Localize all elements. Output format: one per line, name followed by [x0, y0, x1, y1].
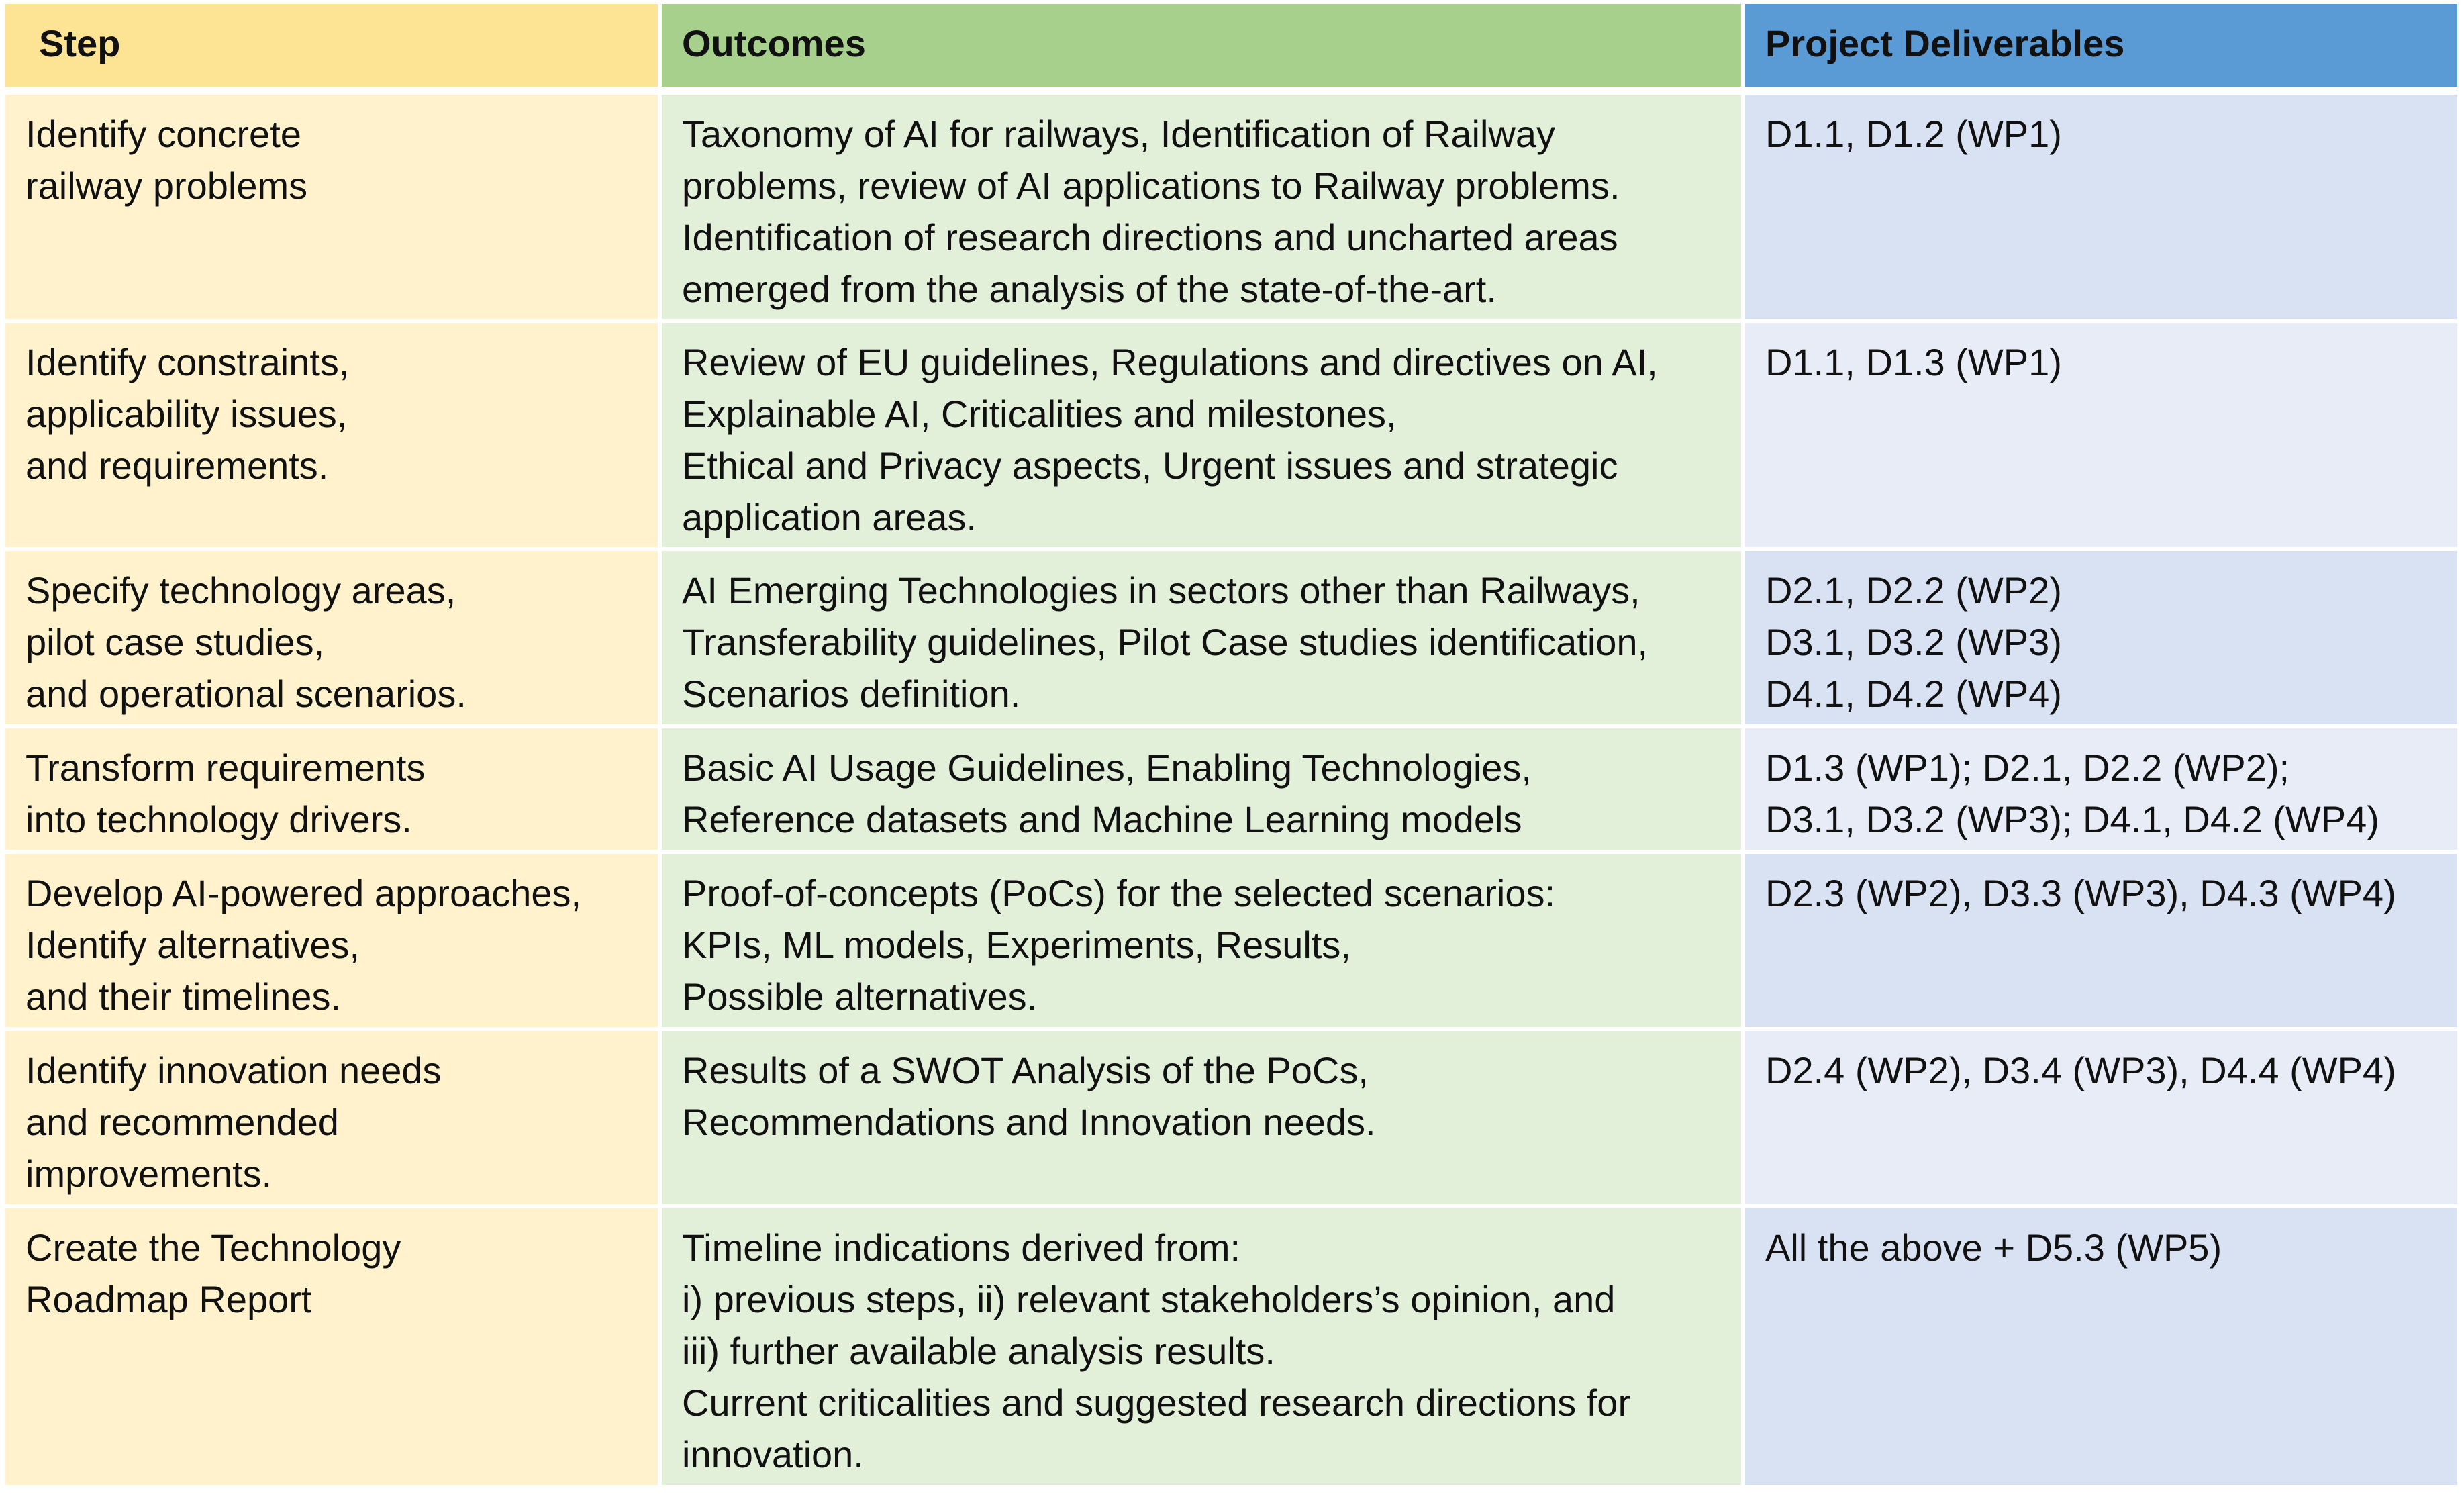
deliverables-text: D2.4 (WP2), D3.4 (WP3), D4.4 (WP4) — [1765, 1049, 2396, 1091]
outcomes-text: Taxonomy of AI for railways, Identification of Railway problems, review of AI applications to Railway problems. Identification of research directions and uncharted areas emerged from the analysis of the state-of-the-art. — [682, 113, 1620, 310]
roadmap-table-container — [5, 4, 2457, 1489]
header-outcomes-label: Outcomes — [682, 22, 866, 64]
deliverables-text: D2.1, D2.2 (WP2) D3.1, D3.2 (WP3) D4.1, D4.2 (WP4) — [1765, 569, 2062, 715]
outcomes-cell — [658, 1208, 1741, 1489]
deliverables-cell — [1741, 323, 2457, 551]
deliverables-cell — [1741, 95, 2457, 323]
outcomes-cell — [658, 728, 1741, 854]
deliverables-text: D1.3 (WP1); D2.1, D2.2 (WP2); D3.1, D3.2 (WP3); D4.1, D4.2 (WP4) — [1765, 746, 2379, 840]
step-text: Transform requirements into technology drivers. — [26, 746, 426, 840]
deliverables-cell — [1741, 728, 2457, 854]
step-text: Identify constraints, applicability issues, and requirements. — [26, 341, 350, 487]
outcomes-cell — [658, 551, 1741, 728]
step-text: Develop AI-powered approaches, Identify alternatives, and their timelines. — [26, 872, 582, 1018]
step-text: Identify concrete railway problems — [26, 113, 308, 207]
step-cell — [5, 95, 658, 323]
step-cell — [5, 1031, 658, 1208]
step-cell — [5, 1208, 658, 1489]
outcomes-cell — [658, 323, 1741, 551]
table-row — [5, 323, 2457, 551]
deliverables-text: All the above + D5.3 (WP5) — [1765, 1226, 2222, 1269]
deliverables-text: D2.3 (WP2), D3.3 (WP3), D4.3 (WP4) — [1765, 872, 2396, 914]
deliverables-text: D1.1, D1.2 (WP1) — [1765, 113, 2062, 155]
step-text: Identify innovation needs and recommended improvements. — [26, 1049, 442, 1195]
deliverables-cell — [1741, 854, 2457, 1031]
outcomes-text: Proof-of-concepts (PoCs) for the selected scenarios: KPIs, ML models, Experiments, Results, Possible alternatives. — [682, 872, 1556, 1018]
header-step — [5, 4, 658, 95]
step-cell — [5, 551, 658, 728]
outcomes-cell — [658, 854, 1741, 1031]
step-text: Create the Technology Roadmap Report — [26, 1226, 401, 1320]
table-row — [5, 1208, 2457, 1489]
deliverables-cell — [1741, 1208, 2457, 1489]
step-cell — [5, 323, 658, 551]
deliverables-cell — [1741, 1031, 2457, 1208]
outcomes-text: Basic AI Usage Guidelines, Enabling Technologies, Reference datasets and Machine Learning models — [682, 746, 1532, 840]
outcomes-text: Timeline indications derived from: i) previous steps, ii) relevant stakeholders’s opinion, and iii) further available analysis results. Current criticalities and suggested research directions for innovation. — [682, 1226, 1631, 1475]
table-row — [5, 95, 2457, 323]
outcomes-text: Review of EU guidelines, Regulations and directives on AI, Explainable AI, Criticalities and milestones, Ethical and Privacy aspects, Urgent issues and strategic application areas. — [682, 341, 1658, 538]
outcomes-cell — [658, 95, 1741, 323]
header-deliverables-label: Project Deliverables — [1765, 22, 2125, 64]
outcomes-text: Results of a SWOT Analysis of the PoCs, Recommendations and Innovation needs. — [682, 1049, 1376, 1143]
table-row — [5, 728, 2457, 854]
roadmap-table — [5, 4, 2457, 1489]
outcomes-text: AI Emerging Technologies in sectors other than Railways, Transferability guidelines, Pilot Case studies identification, Scenarios definition. — [682, 569, 1648, 715]
header-outcomes — [658, 4, 1741, 95]
table-row — [5, 551, 2457, 728]
header-step-label: Step — [39, 22, 121, 64]
header-deliverables — [1741, 4, 2457, 95]
step-cell — [5, 728, 658, 854]
table-row — [5, 1031, 2457, 1208]
deliverables-cell — [1741, 551, 2457, 728]
deliverables-text: D1.1, D1.3 (WP1) — [1765, 341, 2062, 383]
step-cell — [5, 854, 658, 1031]
table-row — [5, 854, 2457, 1031]
step-text: Specify technology areas, pilot case studies, and operational scenarios. — [26, 569, 466, 715]
header-row — [5, 4, 2457, 95]
outcomes-cell — [658, 1031, 1741, 1208]
